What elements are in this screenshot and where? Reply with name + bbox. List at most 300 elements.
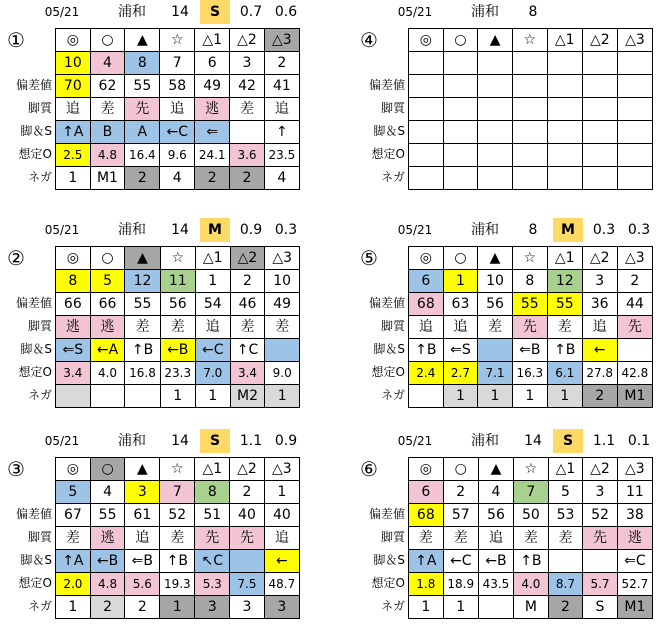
table-row [56, 458, 300, 481]
row-label: 脚＆S [373, 124, 405, 138]
table-cell [125, 385, 160, 408]
panel-header [353, 0, 653, 24]
table-cell: 38 [617, 504, 652, 527]
table-row [56, 144, 300, 167]
table-cell: 2.0 [56, 573, 91, 596]
table-cell [478, 167, 513, 190]
header-venue: 浦和 [118, 222, 146, 238]
table-cell: 差 [514, 527, 549, 550]
table-cell: M1 [617, 596, 652, 619]
table-cell: △1 [547, 247, 582, 270]
header-v1: 1.1 [239, 433, 263, 449]
table-cell: 7 [160, 481, 195, 504]
table-cell [547, 98, 582, 121]
table-cell: 8 [56, 270, 91, 293]
table-cell: △3 [264, 458, 299, 481]
table-row [56, 98, 300, 121]
table-row [409, 144, 653, 167]
table-row [56, 596, 300, 619]
table-cell: ◎ [409, 247, 444, 270]
table-cell [547, 144, 582, 167]
header-date: 05/21 [397, 5, 433, 19]
table-cell: 2 [264, 52, 299, 75]
table-cell: 44 [617, 293, 652, 316]
table-cell [90, 385, 125, 408]
table-cell: 先 [617, 316, 652, 339]
table-cell [617, 98, 652, 121]
table-cell: A [125, 121, 160, 144]
table-cell: 24.1 [195, 144, 230, 167]
table-cell: 43.5 [478, 573, 513, 596]
table-cell: ↑B [409, 339, 444, 362]
table-cell [617, 167, 652, 190]
table-cell: 3 [583, 481, 618, 504]
table-cell: 追 [125, 527, 160, 550]
table-cell: 3 [264, 596, 299, 619]
race-panel-p3 [0, 429, 300, 629]
table-cell: M1 [617, 385, 652, 408]
table-cell: ← [582, 339, 617, 362]
table-cell: ⇐S [443, 339, 478, 362]
table-cell: 先 [583, 527, 618, 550]
table-row [409, 52, 653, 75]
header-mark: S [553, 429, 583, 453]
table-cell: ☆ [512, 247, 547, 270]
table-cell: 63 [443, 293, 478, 316]
table-cell [548, 550, 583, 573]
table-cell [443, 144, 478, 167]
table-cell [512, 144, 547, 167]
table-cell: 4 [160, 167, 195, 190]
table-cell: ▲ [478, 247, 512, 270]
table-cell: 49 [195, 75, 230, 98]
table-cell: ←C [195, 339, 230, 362]
header-venue: 浦和 [118, 4, 146, 20]
table-cell: 41 [264, 75, 299, 98]
table-row [409, 29, 653, 52]
row-label: 想定O [18, 147, 52, 161]
table-cell: 12 [125, 270, 160, 293]
table-cell: ↑ [264, 121, 299, 144]
table-cell: ↑A [56, 550, 91, 573]
row-label: 脚質 [27, 530, 52, 544]
table-cell: 追 [160, 98, 195, 121]
table-cell: 差 [125, 316, 160, 339]
table-cell: △2 [582, 29, 617, 52]
table-cell: B [90, 121, 125, 144]
header-race: 14 [171, 433, 189, 449]
header-v1: 1.1 [592, 433, 616, 449]
table-cell [443, 98, 478, 121]
table-cell: △2 [230, 458, 265, 481]
row-label: ネガ [27, 170, 52, 184]
table-cell: 48.7 [264, 573, 299, 596]
table-cell: M2 [230, 385, 265, 408]
table-cell: 46 [230, 293, 265, 316]
table-cell: 6 [409, 481, 444, 504]
table-row [56, 293, 300, 316]
table-cell: 逃 [195, 98, 230, 121]
table-cell: 9.6 [160, 144, 195, 167]
table-row [56, 573, 300, 596]
row-label: 脚質 [380, 319, 405, 333]
table-cell [617, 75, 652, 98]
header-v1: 0.9 [239, 222, 263, 238]
table-cell: ↑A [409, 550, 444, 573]
table-cell: △1 [548, 458, 583, 481]
table-cell: 追 [56, 98, 91, 121]
table-cell: ▲ [125, 247, 160, 270]
table-cell: ⇐B [512, 339, 547, 362]
table-cell: 4 [264, 167, 299, 190]
race-panel-p5 [353, 218, 653, 418]
header-race: 8 [528, 4, 538, 20]
race-panel-p6 [353, 429, 653, 629]
table-cell: 2 [90, 596, 125, 619]
panel-number: ⑥ [360, 457, 378, 481]
header-v2: 0.3 [627, 222, 651, 238]
table-cell: 49 [265, 293, 300, 316]
table-cell: ◎ [56, 458, 91, 481]
table-cell [547, 75, 582, 98]
row-label: 想定O [371, 365, 405, 379]
table-cell [443, 75, 478, 98]
table-cell [512, 98, 547, 121]
table-cell: 差 [548, 527, 583, 550]
table-cell: 18.9 [443, 573, 478, 596]
row-label: ネガ [27, 599, 52, 613]
panel-number: ③ [7, 457, 25, 481]
header-v1: 0.7 [239, 4, 263, 20]
row-label: 偏差値 [15, 507, 52, 521]
table-cell: 67 [56, 504, 91, 527]
table-cell: 7 [160, 52, 195, 75]
table-cell [478, 52, 513, 75]
panel-number: ② [7, 246, 25, 270]
row-label: 偏差値 [368, 78, 405, 92]
table-cell: 先 [230, 527, 265, 550]
row-label: 偏差値 [15, 296, 52, 310]
table-cell: 52.7 [617, 573, 652, 596]
race-panel-p2 [0, 218, 300, 418]
table-cell: 10 [478, 270, 512, 293]
table-cell [443, 121, 478, 144]
header-race: 14 [171, 4, 189, 20]
table-row [409, 270, 653, 293]
table-cell: 57 [443, 504, 478, 527]
table-cell: 差 [90, 98, 125, 121]
header-mark: S [200, 429, 230, 453]
table-row [409, 316, 653, 339]
table-row [409, 458, 653, 481]
header-venue: 浦和 [471, 222, 499, 238]
header-v2: 0.6 [274, 4, 298, 20]
header-v1 [589, 0, 619, 24]
table-cell: △3 [264, 29, 299, 52]
table-row [56, 504, 300, 527]
table-cell [582, 121, 617, 144]
table-cell: ↑C [230, 339, 265, 362]
row-label: 想定O [18, 365, 52, 379]
table-cell: △3 [617, 247, 652, 270]
table-cell: 差 [230, 98, 264, 121]
table-cell [617, 144, 652, 167]
table-cell: △2 [230, 29, 264, 52]
table-cell: ↑A [56, 121, 91, 144]
prediction-table [408, 246, 653, 408]
header-venue: 浦和 [118, 433, 146, 449]
table-cell [512, 75, 547, 98]
row-label: 偏差値 [368, 296, 405, 310]
row-label: 脚＆S [20, 124, 52, 138]
prediction-table [408, 28, 653, 190]
table-cell: 3.4 [56, 362, 91, 385]
table-cell: ←B [478, 550, 513, 573]
table-row [56, 52, 300, 75]
table-cell: 2 [195, 167, 230, 190]
header-v2 [624, 0, 654, 24]
table-cell [478, 144, 513, 167]
table-cell: 先 [125, 98, 160, 121]
header-race: 14 [171, 222, 189, 238]
table-row [56, 121, 300, 144]
table-cell: 差 [230, 316, 265, 339]
panel-number: ④ [360, 28, 378, 52]
table-cell: 1.8 [409, 573, 444, 596]
table-cell: 4 [90, 52, 125, 75]
table-cell [583, 550, 618, 573]
table-row [409, 362, 653, 385]
table-cell: 2 [582, 385, 617, 408]
table-cell [547, 121, 582, 144]
table-cell: 58 [160, 75, 195, 98]
header-date: 05/21 [397, 223, 433, 237]
table-cell: ←C [443, 550, 478, 573]
prediction-table [55, 457, 300, 619]
table-cell: 55 [547, 293, 582, 316]
table-cell: ◎ [409, 458, 444, 481]
row-label: 脚質 [27, 319, 52, 333]
table-cell: 1 [443, 596, 478, 619]
table-cell: 2 [230, 270, 265, 293]
table-cell: ◎ [56, 29, 91, 52]
table-cell: 1 [443, 270, 478, 293]
table-row [56, 167, 300, 190]
table-cell [582, 52, 617, 75]
table-cell [478, 596, 513, 619]
table-cell [409, 75, 444, 98]
table-cell: 2.5 [56, 144, 91, 167]
panel-header [0, 0, 300, 24]
table-cell: 2 [617, 270, 652, 293]
table-cell: 40 [230, 504, 265, 527]
table-cell: 61 [125, 504, 160, 527]
table-cell: 2 [125, 596, 160, 619]
table-cell: 5 [548, 481, 583, 504]
table-cell: ▲ [478, 458, 513, 481]
table-cell [409, 385, 444, 408]
table-cell: 1 [264, 481, 299, 504]
table-cell: 1 [160, 596, 195, 619]
table-cell: 12 [547, 270, 582, 293]
table-cell: ←C [160, 121, 195, 144]
row-label: 偏差値 [368, 507, 405, 521]
table-cell [547, 52, 582, 75]
table-cell: 追 [409, 316, 444, 339]
table-row [56, 527, 300, 550]
table-cell: 56 [160, 293, 195, 316]
table-cell: ←B [160, 339, 195, 362]
table-cell: ←A [90, 339, 125, 362]
table-cell: ☆ [160, 247, 195, 270]
table-cell: ☆ [160, 458, 195, 481]
table-cell [512, 167, 547, 190]
table-cell: 10 [56, 52, 91, 75]
table-cell: 差 [265, 316, 300, 339]
table-cell: 66 [90, 293, 125, 316]
header-mark [553, 0, 583, 24]
table-cell [478, 75, 513, 98]
table-cell: 7.5 [230, 573, 265, 596]
table-cell: 5.6 [125, 573, 160, 596]
table-cell: 68 [409, 504, 444, 527]
table-cell: 55 [125, 293, 160, 316]
table-row [409, 527, 653, 550]
table-cell: 66 [56, 293, 91, 316]
table-cell: 6 [195, 52, 230, 75]
table-cell: 2 [230, 481, 265, 504]
table-cell: △1 [195, 458, 230, 481]
table-cell [582, 167, 617, 190]
table-cell: 1 [512, 385, 547, 408]
header-race: 14 [524, 433, 542, 449]
table-cell: 56 [478, 293, 512, 316]
table-row [56, 270, 300, 293]
table-cell: 40 [264, 504, 299, 527]
table-cell: M1 [90, 167, 125, 190]
table-cell: △2 [582, 247, 617, 270]
table-cell: 8 [512, 270, 547, 293]
table-cell: 56 [478, 504, 513, 527]
table-cell: 2.7 [443, 362, 478, 385]
header-race: 8 [528, 222, 538, 238]
table-cell: ↖C [195, 550, 230, 573]
table-cell [547, 167, 582, 190]
row-label: ネガ [380, 170, 405, 184]
table-cell [478, 339, 512, 362]
table-cell: ○ [443, 458, 478, 481]
header-v2: 0.9 [274, 433, 298, 449]
table-cell: 42 [230, 75, 264, 98]
table-cell: 追 [195, 316, 230, 339]
table-cell: △3 [617, 29, 652, 52]
table-cell: ↑B [547, 339, 582, 362]
table-cell [582, 144, 617, 167]
table-cell: ☆ [512, 29, 547, 52]
table-cell: ↑B [125, 339, 160, 362]
row-label: ネガ [380, 388, 405, 402]
table-cell: 9.0 [265, 362, 300, 385]
table-cell: 4.8 [90, 144, 125, 167]
table-row [409, 481, 653, 504]
race-panel-p4 [353, 0, 653, 200]
table-cell: 逃 [90, 316, 125, 339]
table-cell: 16.8 [125, 362, 160, 385]
table-cell: 差 [547, 316, 582, 339]
table-cell: △2 [583, 458, 618, 481]
table-cell: 6 [409, 270, 444, 293]
panel-number: ⑤ [360, 246, 378, 270]
table-cell: 3 [230, 596, 265, 619]
table-cell: ○ [443, 29, 478, 52]
table-row [409, 293, 653, 316]
panel-header [0, 218, 300, 242]
table-cell [409, 167, 444, 190]
table-cell: 3 [125, 481, 160, 504]
row-label: 偏差値 [15, 78, 52, 92]
table-cell: △2 [230, 247, 265, 270]
table-cell: △1 [195, 247, 230, 270]
header-mark: S [200, 0, 230, 24]
table-cell: 1 [409, 596, 444, 619]
table-cell: 1 [265, 385, 300, 408]
table-row [56, 316, 300, 339]
header-venue: 浦和 [471, 433, 499, 449]
header-date: 05/21 [44, 434, 80, 448]
table-cell: 差 [478, 316, 512, 339]
table-cell: 23.5 [264, 144, 299, 167]
table-cell [582, 75, 617, 98]
table-row [409, 121, 653, 144]
table-cell [617, 121, 652, 144]
table-cell [409, 52, 444, 75]
table-cell: 53 [548, 504, 583, 527]
table-cell: 追 [443, 316, 478, 339]
table-cell: 逃 [90, 527, 125, 550]
table-cell: 3 [195, 596, 230, 619]
table-cell: ↑B [514, 550, 549, 573]
table-cell [265, 339, 300, 362]
panel-header [353, 429, 653, 453]
header-v1: 0.3 [592, 222, 616, 238]
table-cell: 19.3 [160, 573, 195, 596]
table-cell [617, 52, 652, 75]
table-cell: 16.3 [512, 362, 547, 385]
table-cell: ⇐S [56, 339, 91, 362]
table-cell: 4.8 [90, 573, 125, 596]
header-venue: 浦和 [471, 4, 499, 20]
prediction-table [55, 28, 300, 190]
table-cell: ▲ [125, 458, 160, 481]
table-cell: 1 [195, 270, 230, 293]
table-cell [230, 550, 265, 573]
table-cell: 1 [547, 385, 582, 408]
header-date: 05/21 [44, 223, 80, 237]
table-cell: 7.0 [195, 362, 230, 385]
table-cell: ○ [90, 247, 125, 270]
table-cell: 50 [514, 504, 549, 527]
table-row [409, 167, 653, 190]
table-cell: 追 [264, 98, 299, 121]
table-row [56, 362, 300, 385]
table-cell: 差 [160, 316, 195, 339]
table-row [56, 481, 300, 504]
table-cell: 差 [443, 527, 478, 550]
row-label: 脚＆S [373, 553, 405, 567]
table-cell: 1 [478, 385, 512, 408]
header-mark: M [553, 218, 583, 242]
prediction-table [408, 457, 653, 619]
